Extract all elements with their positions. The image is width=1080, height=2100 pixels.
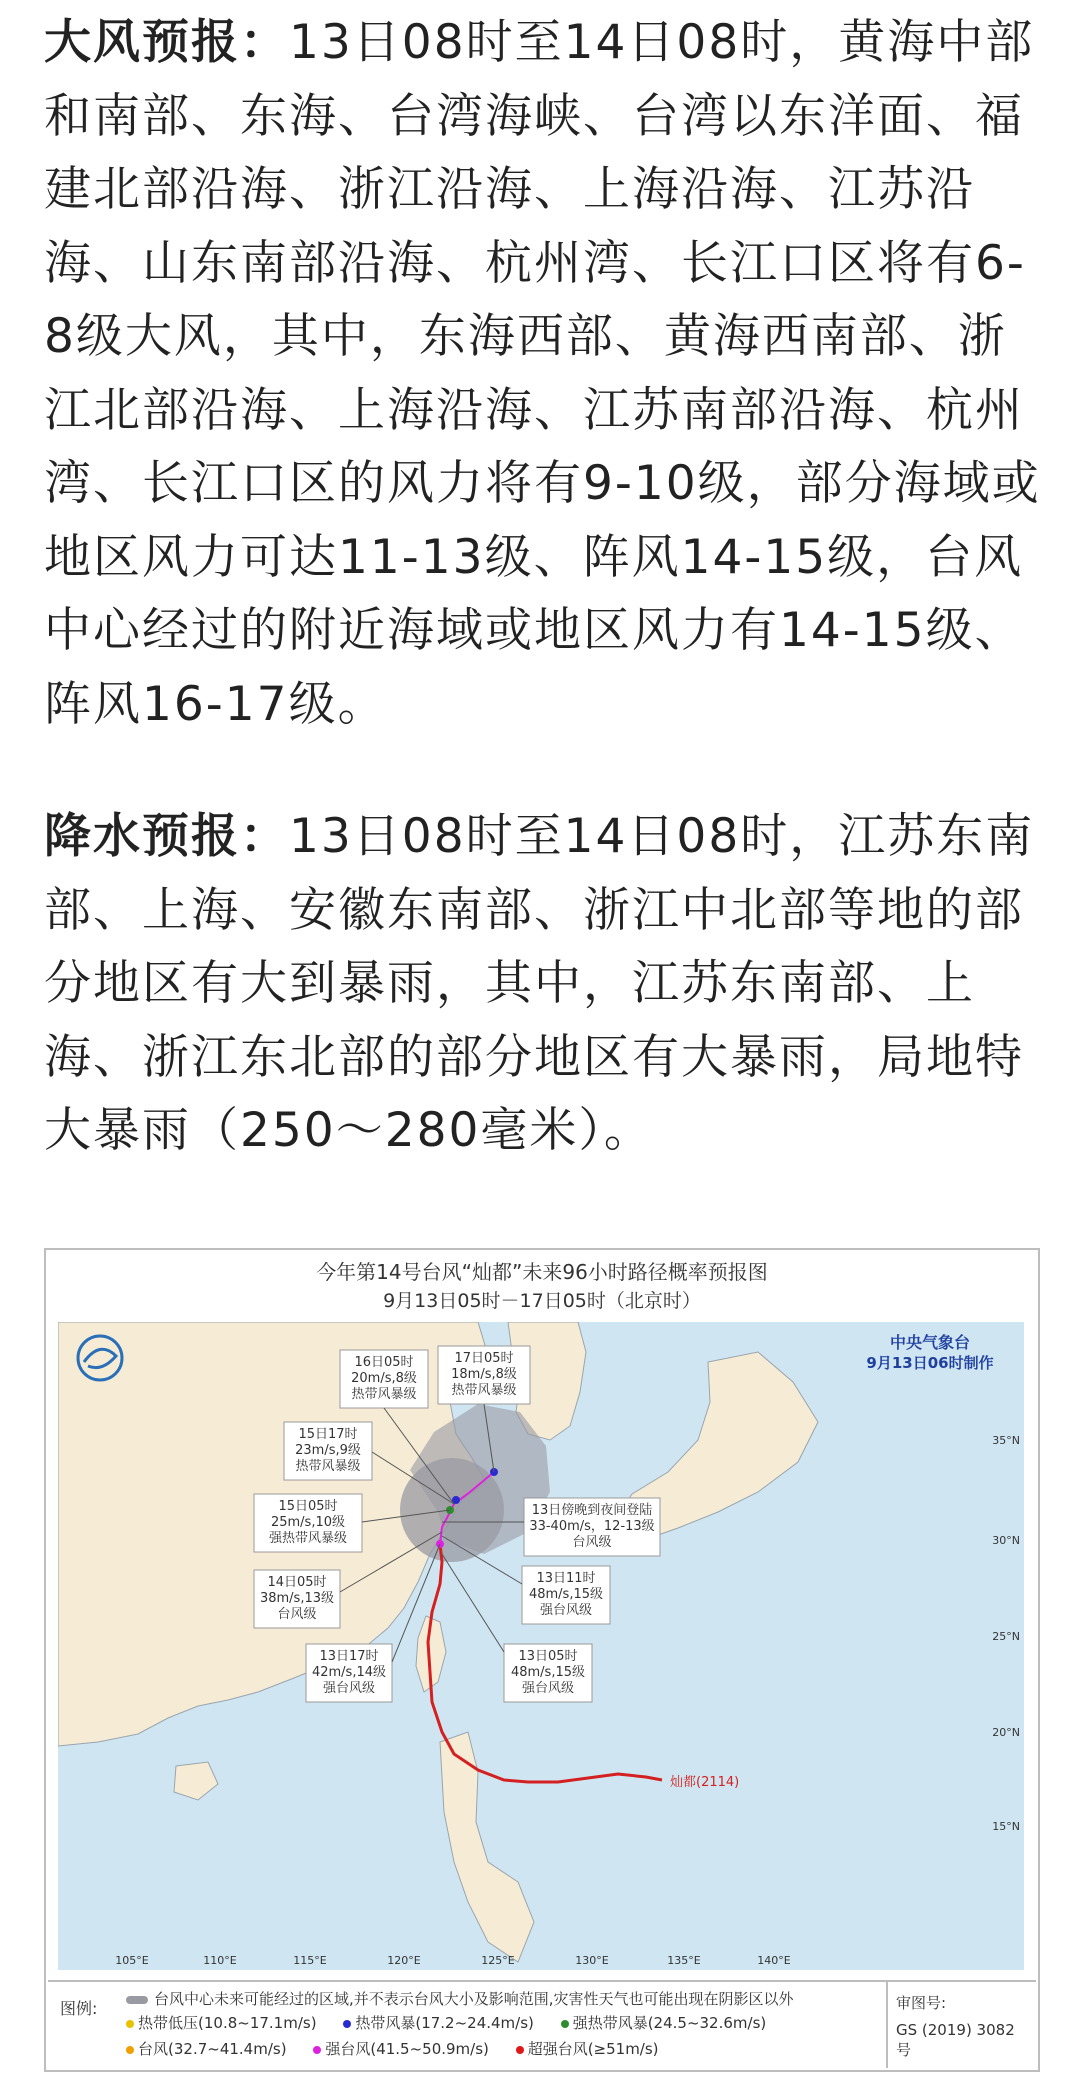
cone-swatch-icon <box>126 1996 148 2004</box>
legend-dot-icon <box>516 2046 524 2054</box>
lat-label: 25°N <box>992 1630 1020 1643</box>
callout-15d05-line1: 15日05时 <box>278 1499 338 1514</box>
legend-item: 强热带风暴(24.5~32.6m/s) <box>561 2012 767 2033</box>
legend-title: 图例: <box>60 1999 98 2018</box>
legend-dot-icon <box>313 2046 321 2054</box>
callout-13d11-line2: 48m/s,15级 <box>528 1587 604 1602</box>
review-number: GS (2019) 3082号 <box>896 2021 1015 2059</box>
lat-label: 20°N <box>992 1726 1020 1739</box>
lon-label: 105°E <box>115 1954 149 1967</box>
legend-area-note: 台风中心未来可能经过的区域,并不表示台风大小及影响范围,灾害性天气也可能出现在阴影区以外 <box>126 1988 794 2009</box>
callout-13d05-line3: 强台风级 <box>521 1681 575 1696</box>
legend-item: 台风(32.7~41.4m/s) <box>126 2038 287 2059</box>
lat-label: 35°N <box>992 1434 1020 1447</box>
map-legend <box>48 1980 1036 2068</box>
lon-label: 115°E <box>293 1954 327 1967</box>
rain-forecast-text: 13日08时至14日08时，江苏东南部、上海、安徽东南部、浙江中北部等地的部分地区有大到暴雨，其中，江苏东南部、上海、浙江东北部的部分地区有大暴雨，局地特大暴雨（250～280毫米）。 <box>44 809 1035 1158</box>
callout-17d05-line3: 热带风暴级 <box>451 1383 517 1398</box>
legend-dot-icon <box>126 2046 134 2054</box>
callout-13d17-line3: 强台风级 <box>322 1681 376 1696</box>
wind-forecast-lead: 大风预报： <box>44 15 289 70</box>
callout-16d05-line3: 热带风暴级 <box>351 1387 417 1402</box>
callout-15d17-line1: 15日17时 <box>298 1427 358 1442</box>
callout-16d05-line1: 16日05时 <box>354 1355 414 1370</box>
lon-label: 130°E <box>575 1954 609 1967</box>
map-title: 今年第14号台风“灿都”未来96小时路径概率预报图 <box>316 1260 768 1284</box>
callout-14d05-line2: 38m/s,13级 <box>259 1591 335 1606</box>
callout-14d05-line3: 台风级 <box>277 1607 317 1622</box>
rain-forecast-lead: 降水预报： <box>44 809 289 864</box>
lon-label: 120°E <box>387 1954 421 1967</box>
typhoon-track-map <box>58 1322 1024 1970</box>
legend-dot-icon <box>343 2020 351 2028</box>
callout-13d17-line1: 13日17时 <box>319 1649 379 1664</box>
lon-label: 140°E <box>757 1954 791 1967</box>
legend-dot-icon <box>561 2020 569 2028</box>
callout-15d17-line2: 23m/s,9级 <box>295 1443 361 1458</box>
review-label: 审图号: <box>896 1994 947 2012</box>
legend-item: 超强台风(≥51m/s) <box>516 2038 659 2059</box>
legend-row-1 <box>126 2012 788 2033</box>
callout-15d05-line2: 25m/s,10级 <box>270 1515 346 1530</box>
callout-13d05-line2: 48m/s,15级 <box>510 1665 586 1680</box>
agency-name: 中央气象台 <box>889 1333 971 1352</box>
agency-made-time: 9月13日06时制作 <box>866 1354 994 1372</box>
callout-15d05-line3: 强热带风暴级 <box>268 1531 348 1546</box>
legend-item: 强台风(41.5~50.9m/s) <box>313 2038 489 2059</box>
callout-14d05-line1: 14日05时 <box>267 1575 327 1590</box>
legend-item: 热带风暴(17.2~24.4m/s) <box>343 2012 534 2033</box>
storm-name-label: 灿都(2114) <box>670 1775 740 1790</box>
lon-label: 125°E <box>481 1954 515 1967</box>
callout-13d11-line3: 强台风级 <box>539 1603 593 1618</box>
wind-forecast-text: 13日08时至14日08时，黄海中部和南部、东海、台湾海峡、台湾以东洋面、福建北部沿海、浙江沿海、上海沿海、江苏沿海、山东南部沿海、杭州湾、长江口区将有6-8级大风，其中，东海西部、黄海西南部、浙江北部沿海、上海沿海、江苏南部沿海、杭州湾、长江口区的风力将有9-10级，部分海域或地区风力可达11-13级、阵风14-15级，台风中心经过的附近海域或地区风力有14-15级、阵风16-17级。 <box>44 15 1041 732</box>
callout-landfall-line1: 13日傍晚到夜间登陆 <box>531 1503 653 1518</box>
lon-label: 110°E <box>203 1954 237 1967</box>
typhoon-track-map-figure[interactable] <box>44 1248 1040 2072</box>
lon-label: 135°E <box>667 1954 701 1967</box>
legend-dot-icon <box>126 2020 134 2028</box>
legend-item: 热带低压(10.8~17.1m/s) <box>126 2012 317 2033</box>
callout-13d17-line2: 42m/s,14级 <box>311 1665 387 1680</box>
lat-label: 30°N <box>992 1534 1020 1547</box>
map-subtitle: 9月13日05时－17日05时（北京时） <box>383 1290 701 1312</box>
callout-13d11-line1: 13日11时 <box>536 1571 596 1586</box>
legend-row-2 <box>126 2038 681 2059</box>
callout-15d17-line3: 热带风暴级 <box>295 1459 361 1474</box>
callout-16d05-line2: 20m/s,8级 <box>351 1371 417 1386</box>
callout-13d05-line1: 13日05时 <box>518 1649 578 1664</box>
callout-17d05-line1: 17日05时 <box>454 1351 514 1366</box>
callout-landfall-line2: 33-40m/s，12-13级 <box>529 1519 655 1534</box>
map-review-box <box>886 1982 1036 2068</box>
rain-forecast-paragraph <box>44 800 1044 1168</box>
wind-forecast-paragraph <box>44 6 1044 741</box>
lat-label: 15°N <box>992 1820 1020 1833</box>
callout-landfall-line3: 台风级 <box>572 1535 612 1550</box>
callout-17d05-line2: 18m/s,8级 <box>451 1367 517 1382</box>
